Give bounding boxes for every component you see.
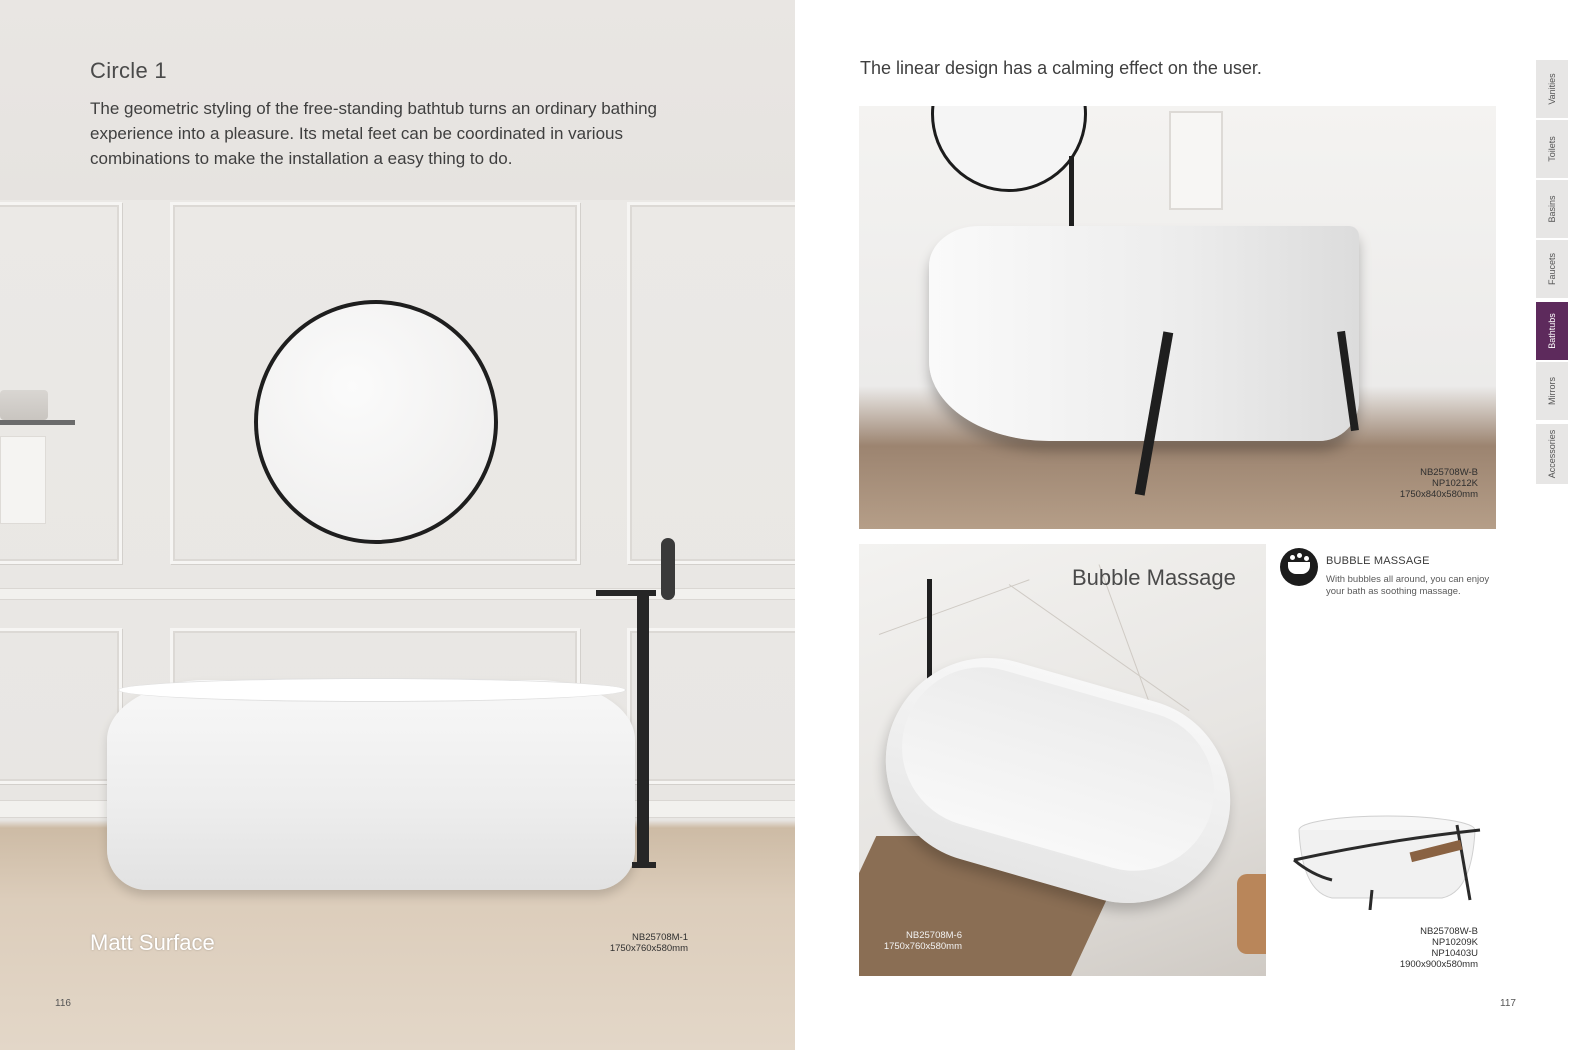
bubble-glyph: [1297, 553, 1302, 558]
product-dimensions: 1750x840x580mm: [1399, 489, 1478, 500]
tab-basins[interactable]: [1536, 180, 1568, 240]
towel-rack: [0, 420, 75, 425]
floor-faucet: [1069, 156, 1074, 231]
round-mirror: [254, 300, 498, 544]
tab-mirrors[interactable]: [1536, 362, 1568, 422]
floor-faucet: [927, 579, 932, 689]
tab-toilets[interactable]: [1536, 120, 1568, 180]
bubble-glyph: [1304, 556, 1309, 561]
folded-towel: [0, 390, 48, 420]
tab-label: Basins: [1547, 195, 1557, 223]
product-code: NP10212K: [1432, 478, 1478, 489]
bubble-massage-icon: [1280, 548, 1318, 586]
bathtub-rim: [118, 678, 626, 702]
tab-faucets[interactable]: [1536, 240, 1568, 300]
product-codes: [560, 932, 688, 954]
tub-glyph: [1288, 562, 1310, 574]
page-title: Circle 1: [90, 58, 167, 83]
product-dimensions: 1900x900x580mm: [1399, 959, 1478, 970]
hand-shower: [661, 538, 675, 600]
wall-panel: [627, 628, 795, 784]
page-number: 117: [1500, 998, 1516, 1009]
tab-bathtubs[interactable]: [1536, 302, 1568, 362]
floor-faucet: [637, 592, 649, 867]
tab-label: Mirrors: [1547, 377, 1557, 405]
wall-panel: [0, 628, 122, 784]
product-codes: [860, 930, 962, 952]
tab-label: Accessories: [1547, 429, 1557, 479]
product-dimensions: 1750x760x580mm: [883, 941, 962, 952]
tab-label: Faucets: [1547, 252, 1557, 286]
photo-title: Bubble Massage: [1072, 565, 1236, 590]
product-code: NB25708W-B: [1420, 467, 1478, 478]
wall-rail: [0, 588, 795, 600]
round-mirror: [931, 106, 1087, 192]
product-dimensions: 1750x760x580mm: [609, 943, 688, 954]
faucet-spout: [596, 590, 656, 596]
product-code: NB25708M-1: [632, 932, 688, 943]
product-photo-top: [859, 106, 1496, 529]
tab-label: Vanities: [1547, 73, 1557, 105]
marble-vein: [879, 579, 1030, 635]
tab-label: Bathtubs: [1547, 313, 1557, 349]
product-code: NP10403U: [1431, 948, 1478, 959]
product-description: The geometric styling of the free-standing bathtub turns an ordinary bathing experience into a pleasure. Its metal feet can be coordinated in various combinations to make the installation a easy thing to do.: [90, 99, 658, 168]
feature-description: With bubbles all around, you can enjoy your bath as soothing massage.: [1326, 574, 1490, 597]
bathtub-product-cutout: [1292, 800, 1482, 910]
product-code: NP10209K: [1432, 937, 1478, 948]
tab-accessories[interactable]: [1536, 424, 1568, 486]
wall-frame: [1169, 111, 1223, 210]
surface-label: Matt Surface: [90, 930, 215, 955]
bathtub-with-legs: [929, 226, 1359, 441]
feature-heading: BUBBLE MASSAGE: [1326, 555, 1430, 567]
page-number: 116: [55, 998, 71, 1009]
product-codes: [1350, 926, 1478, 970]
tab-vanities[interactable]: [1536, 60, 1568, 120]
wicker-basket: [1237, 874, 1266, 954]
tab-label: Toilets: [1547, 136, 1557, 162]
product-code: NB25708M-6: [906, 930, 962, 941]
faucet-base: [632, 862, 656, 868]
product-photo-bottom: [859, 544, 1266, 976]
product-code: NB25708W-B: [1420, 926, 1478, 937]
product-codes: [1350, 467, 1478, 500]
wall-panel: [627, 202, 795, 564]
page-tagline: The linear design has a calming effect on the user.: [860, 58, 1262, 78]
hanging-towel: [0, 436, 46, 524]
bubble-glyph: [1290, 555, 1295, 560]
bathtub-circle-1: [107, 680, 635, 890]
